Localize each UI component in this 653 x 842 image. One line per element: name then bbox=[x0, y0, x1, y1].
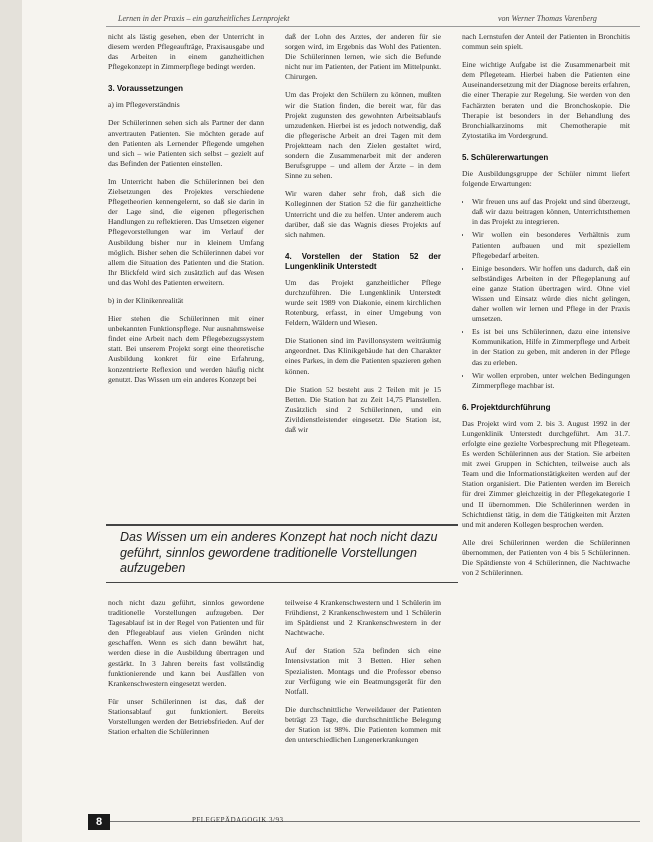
column-2-bottom bbox=[285, 598, 441, 810]
paragraph: Eine wichtige Aufgabe ist die Zusammenarbeit mit dem Pflegeteam. Hierbei haben die Patienten eine Auseinandersetzung mit der Diagnose bereits erfahren, die einer Therapie zur Regelung. Sie werden von den Fachärzten beraten und die Bronchoskopie. Die Therapie ist besonders in der Behandlung des Bronchialkarzinoms mit Chemotherapie mit Zytostatika im Vordergrund. bbox=[462, 60, 630, 140]
paragraph: Der Schülerinnen sehen sich als Partner der dann anvertrauten Patienten. Sie möchten gerade auf den Patienten als Lernender Pflegende umgehen und sich – wie Patienten sich selbst – gezielt auf das Befinden der Patienten einstellen. bbox=[108, 118, 264, 168]
section-heading-5: 5. Schülererwartungen bbox=[462, 152, 549, 162]
section-heading-4: 4. Vorstellen der Station 52 der Lungenklinik Unterstedt bbox=[285, 251, 441, 271]
paragraph: Um das Projekt den Schülern zu können, mußten wir die Station finden, die bereit war, für das Projekt zugunsten des gewohnten Arbeitsablaufs umzudenken. Hierbei ist es jedoch notwendig, daß die pflegerische Arbeit an drei Tagen mit dem Projektteam nach den Zielen gestaltet wird, sondern die Zusammenarbeit mit der anderen Berufsgruppe – und allem der Ärzte – in dem Sinne zu sehen. bbox=[285, 90, 441, 181]
paragraph: Hier stehen die Schülerinnen mit einer unbekannten Funktionspflege. Nur ausnahmsweise findet eine Arbeit nach dem Pflegebezugssystem statt. Bei unserem Projekt sorgt eine theoretische Ausbildung konkret für eine Erfahrung, konzentrierte Reflexion und werden häufig nicht genutzt. Das Wissen um ein anderes Konzept bei bbox=[108, 314, 264, 384]
paragraph: Alle drei Schülerinnen werden die Schülerinnen übernommen, der Patienten von 4 bis 5 Schülerinnen. Die Spätdienste von 4 Schülerinnen, die Nachtwache von 2 Schülerinnen. bbox=[462, 537, 630, 578]
column-2-top bbox=[285, 32, 441, 434]
paragraph: Die durchschnittliche Verweildauer der Patienten beträgt 23 Tage, die durchschnittliche Belegung der Station ist 98%. Die Patienten kommen mit den unterschiedlichen Lungenerkrankungen bbox=[285, 704, 441, 745]
list-item: • Wir wollen erproben, unter welchen Bedingungen Zimmerpflege machbar ist. bbox=[472, 371, 630, 391]
paragraph: noch nicht dazu geführt, sinnlos gewordene traditionelle Vorstellungen aufzugeben. Der Tagesablauf ist in der Regel von Patienten und für den Pflegeablauf aus vielen Gründen nicht geschaffen. Wenn es sich dann bewährt hat, werden diese in die Ausbildung übertragen und gestärkt. In 3 Jahren bereits fast vollständig funktionierende und kann bei Ausfällen von Krankenschwestern eingesetzt werden. bbox=[108, 598, 264, 688]
paragraph: nach Lernstufen der Anteil der Patienten in Bronchitis commun sein spielt. bbox=[462, 32, 630, 52]
paragraph: Im Unterricht haben die Schülerinnen bei den Zielsetzungen des Projektes verschiedene Pflegetheorien kennengelernt, so daß sie darin in der Lage sind, die eigenen pflegerischen Handlungen zu reflektieren. Das Umsetzen eigener Pflegevorstellungen war im Verlauf der Ausbildung bisher nur in kleinem Umfang möglich. Bisher sehen die Schülerinnen dabei vor allem die Situation des Patienten und die Station. Ihr Blickfeld wird sich zusätzlich auf das Wesen und das Wohl des Patienten erweitern. bbox=[108, 176, 264, 287]
running-header-left: Lernen in der Praxis – ein ganzheitliches Lernprojekt bbox=[118, 14, 290, 23]
paragraph: teilweise 4 Krankenschwestern und 1 Schülerin im Frühdienst, 2 Krankenschwestern und 1 Schülerin im Spätdienst und 2 Krankenschwestern in der Nachtwache. bbox=[285, 598, 441, 638]
paragraph: Die Ausbildungsgruppe der Schüler nimmt liefert folgende Erwartungen: bbox=[462, 168, 630, 189]
paragraph: Auf der Station 52a befinden sich eine Intensivstation mit 3 Betten. Hier sehen Spezialisten. Montags und die Professor ebenso zur Verfügung wie ein Beatmungsgerät für den Notfall. bbox=[285, 646, 441, 696]
subheading: a) im Pflegeverständnis bbox=[108, 100, 180, 110]
paragraph: Das Projekt wird vom 2. bis 3. August 1992 in der Lungenklinik Unterstedt durchgeführt. Am 31.7. erfolgte eine gezielte Vorbesprechung mit Pflegeteam. Es werden Schülerinnen aus der Station. Sie arbeiten mit zwei Gruppen in Schichten, teilweise auch als Team und die Informationstätigkeiten werden auf der Station organisiert. Die Patienten werden im Bereich für drei Zimmer gleichzeitig in der Pflegekategorie I und II übernommen. Die Schülerinnen werden in Schichtdienst tätig, in dem die Tätigkeiten mit Ärzten und mit anderen Kollegen besprochen werden. bbox=[462, 418, 630, 529]
list-item: • Einige besonders. Wir hoffen uns dadurch, daß ein selbständiges Arbeiten in der Pflegeplanung auf eine ganze Station übertragen wird. Ohne viel Wissen und Einsatz würde dies nicht gelingen, daher wollen wir lernen und Pflege in der Praxis umsetzen. bbox=[472, 264, 630, 325]
paragraph: Um das Projekt ganzheitlicher Pflege durchzuführen. Die Lungenklinik Unterstedt wurde seit 1989 von Diakonie, einem kirchlichen Rotenburg, erfasst, in einer Umgebung von Feldern, Wäldern und Wiesen. bbox=[285, 277, 441, 328]
column-1-top bbox=[108, 32, 264, 434]
scan-edge bbox=[0, 0, 22, 842]
pull-quote-rule-bottom bbox=[106, 582, 458, 583]
expectations-list bbox=[462, 197, 630, 391]
paragraph: nicht als lästig gesehen, eben der Unterricht in diesem werden Pflegeaufträge, Praxisausgabe und das Arbeiten in einem ganzheitlichen Pflegekonzept in Zimmerpflege bedingt werden. bbox=[108, 32, 264, 72]
list-item: • Es ist bei uns Schülerinnen, dazu eine intensive Kommunikation, Hilfe in Zimmerpflege und Arbeit in der Station zu geben, mit anderen in der Pflege das zu erleben. bbox=[472, 327, 630, 367]
page-number: 8 bbox=[88, 814, 110, 830]
section-heading-3: 3. Voraussetzungen bbox=[108, 84, 183, 94]
list-item: • Wir wollen ein besonderes Verhältnis zum Patienten aufbauen und mit speziellem Pflegebedarf arbeiten. bbox=[472, 230, 630, 260]
running-header-right: von Werner Thomas Varenberg bbox=[498, 14, 597, 23]
section-heading-6: 6. Projektdurchführung bbox=[462, 402, 551, 412]
paragraph: Die Station 52 besteht aus 2 Teilen mit je 15 Betten. Die Station hat zu Zeit 14,75 Planstellen. Zusätzlich sind 2 Schülerinnen, und ein Zivildienstleistender eingesetzt. Die Station ist, daß wir bbox=[285, 384, 441, 434]
header-rule bbox=[106, 26, 640, 27]
footer-rule bbox=[110, 821, 640, 822]
paragraph: Die Stationen sind im Pavillonsystem weiträumig angeordnet. Das Klinikgebäude hat den Charakter eines Parkes, in dem die Patienten spazieren gehen können. bbox=[285, 336, 441, 376]
journal-footer: PFLEGEPÄDAGOGIK 3/93 bbox=[192, 816, 284, 824]
pull-quote: Das Wissen um ein anderes Konzept hat noch nicht dazu geführt, sinnlos gewordene traditionelle Vorstellungen aufzugeben bbox=[120, 530, 438, 575]
column-3 bbox=[462, 32, 630, 812]
list-item: • Wir freuen uns auf das Projekt und sind überzeugt, daß wir dazu beitragen können, Unterrichtsthemen in das Projekt zu integrieren. bbox=[472, 197, 630, 227]
pull-quote-rule-top bbox=[106, 524, 458, 526]
subheading: b) in der Klinikenrealität bbox=[108, 295, 184, 305]
column-1-bottom bbox=[108, 598, 264, 810]
paragraph: Wir waren daher sehr froh, daß sich die Kolleginnen der Station 52 die für ganzheitliche Unterricht und die zu helfen. Unter anderem auch darüber, daß sie das Wagnis dieses Projekts auf sich nahmen. bbox=[285, 189, 441, 239]
paragraph: daß der Lohn des Arztes, der anderen für sie sorgen wird, im Ergebnis das Wohl des Patienten. Die Schülerinnen lernen, wie sich die Befunde nicht nur im Patienten, der Patient im Mittelpunkt. Chirurgen. bbox=[285, 32, 441, 82]
paragraph: Für unser Schülerinnen ist das, daß der Stationsablauf gut funktioniert. Bereits Vorstellungen werden der Betriebsfrieden. Auf der Station erhalten die Schülerinnen bbox=[108, 696, 264, 737]
